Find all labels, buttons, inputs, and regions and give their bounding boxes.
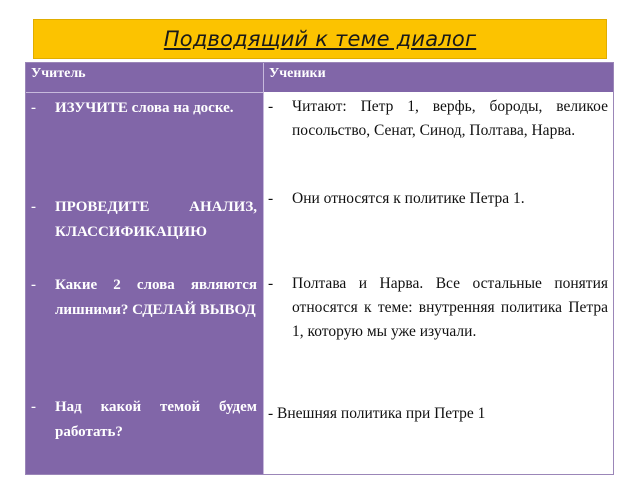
student-item	[268, 402, 608, 426]
title-banner	[33, 19, 607, 59]
student-item-text: Они относятся к политике Петра 1.	[292, 190, 525, 207]
student-item-text: - Внешняя политика при Петре 1	[268, 405, 486, 422]
list-marker: -	[268, 275, 274, 292]
teacher-item-text: ИЗУЧИТЕ слова на доске.	[55, 100, 234, 116]
student-item-text: Читают: Петр 1, верфь, бороды, великое посольство, Сенат, Синод, Полтава, Нарва.	[292, 98, 608, 139]
teacher-item	[31, 273, 257, 323]
dialog-table	[25, 62, 614, 475]
page-title: Подводящий к теме диалог	[163, 27, 477, 51]
list-marker: -	[31, 199, 36, 215]
teacher-item	[31, 96, 257, 121]
header-students	[264, 63, 613, 92]
list-marker: -	[31, 100, 36, 116]
student-item	[268, 272, 608, 344]
teacher-column	[26, 92, 264, 474]
students-column	[264, 92, 613, 474]
list-marker: -	[268, 190, 274, 207]
teacher-item-text: Над какой темой будем работать?	[55, 399, 257, 440]
teacher-item	[31, 395, 257, 445]
header-teacher-label: Учитель	[31, 66, 86, 81]
teacher-item	[31, 195, 257, 245]
list-marker: -	[268, 98, 274, 115]
student-item	[268, 187, 608, 211]
student-item	[268, 95, 608, 143]
teacher-item-text: ПРОВЕДИТЕ АНАЛИЗ, КЛАССИФИКАЦИЮ	[55, 199, 257, 240]
student-item-text: Полтава и Нарва. Все остальные понятия относятся к теме: внутренняя политика Петра 1, которую мы уже изучали.	[292, 275, 608, 340]
header-students-label: Ученики	[269, 66, 326, 81]
list-marker: -	[31, 399, 36, 415]
header-teacher	[26, 63, 264, 92]
list-marker: -	[31, 277, 36, 293]
teacher-item-text: Какие 2 слова являются лишними? СДЕЛАЙ ВЫВОД	[55, 277, 257, 318]
